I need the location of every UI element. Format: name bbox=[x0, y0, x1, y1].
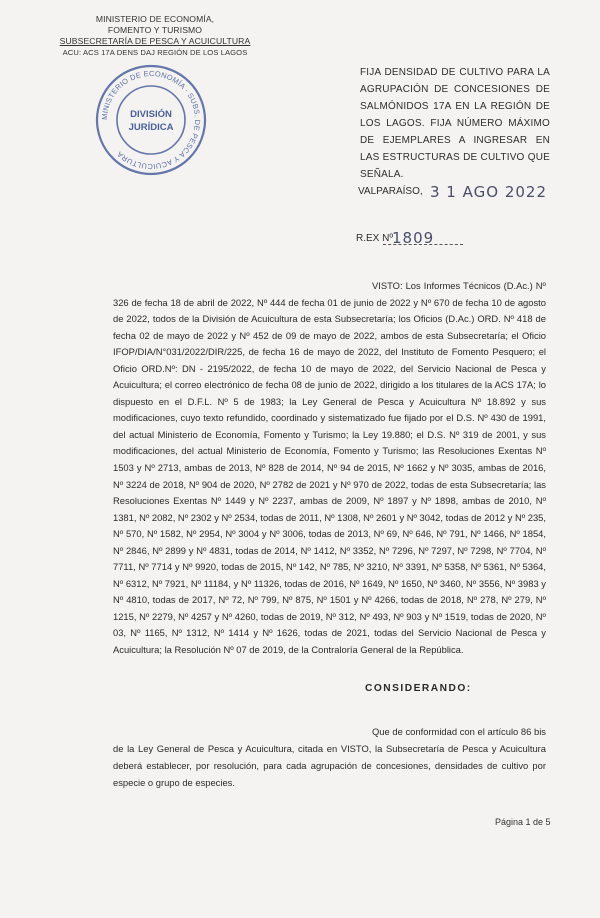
place-label: VALPARAÍSO, bbox=[358, 186, 423, 197]
considerando-paragraph: Que de conformidad con el artículo 86 bis de la Ley General de Pesca y Acuicultura, citada en VISTO, la Subsecretaría de Pesca y Acuicultura deberá establecer, por resolución, para cada agrupación de concesiones, densidades de cultivo por especie o grupo de especies. bbox=[113, 726, 546, 788]
reference-code: ACU: ACS 17A DENS DAJ REGIÓN DE LOS LAGOS bbox=[62, 48, 248, 57]
rex-number: 1809 bbox=[392, 229, 435, 247]
rex-label: R.EX Nº bbox=[356, 233, 393, 244]
page-number: Página 1 de 5 bbox=[495, 817, 551, 827]
stamp-center-line-1: DIVISIÓN bbox=[130, 109, 172, 120]
stamp-center-line-2: JURÍDICA bbox=[128, 122, 174, 133]
resolution-title: FIJA DENSIDAD DE CULTIVO PARA LA AGRUPACIÓN DE CONCESIONES DE SALMÓNIDOS 17A EN LA REGIÓN DE LOS LAGOS. FIJA NÚMERO MÁXIMO DE EJEMPLARES A INGRESAR EN LAS ESTRUCTURAS DE CULTIVO QUE SEÑALA. bbox=[360, 67, 550, 180]
svg-text:MINISTERIO DE ECONOMÍA · SUBS. bbox=[100, 69, 202, 171]
letterhead bbox=[40, 14, 270, 58]
visto-paragraph: VISTO: Los Informes Técnicos (D.Ac.) Nº 326 de fecha 18 de abril de 2022, Nº 444 de fecha 01 de junio de 2022 y Nº 670 de fecha 10 de agosto de 2022, todos de la División de Acuicultura de esta Subsecretaría; los Oficios (D.Ac.) ORD. Nº 418 de fecha 02 de mayo de 2022 y Nº 452 de 09 de mayo de 2022, ambos de esta Subsecretaría; el Oficio IFOP/DIA/N°031/2022/DIR/225, de fecha 16 de mayo de 2022, del Instituto de Fomento Pesquero; el Oficio ORD.Nº: DN - 2195/2022, de fecha 10 de mayo de 2022, del Servicio Nacional de Pesca y Acuicultura; el correo electrónico de fecha 08 de junio de 2022, dirigido a los titulares de la ACS 17A; lo dispuesto en el D.F.L. Nº 5 de 1983; la Ley General de Pesca y Acuicultura Nº 18.892 y sus modificaciones, cuyo texto refundido, coordinado y sistematizado fue fijado por el D.S. Nº 430 de 1991, del actual Ministerio de Economía, Fomento y Turismo; la Ley 19.880; el D.S. Nº 319 de 2001, y sus modificaciones, del actual Ministerio de Economía, Fomento y Turismo; las Resoluciones Exentas Nº 1503 y Nº 2713, ambas de 2013, Nº 828 de 2014, Nº 94 de 2015, Nº 1662 y Nº 3035, ambas de 2016, Nº 3224 de 2018, Nº 904 de 2020, Nº 2782 de 2021 y Nº 970 de 2022, todas de esta Subsecretaría; las Resoluciones Exentas Nº 1449 y Nº 2237, ambas de 2009, Nº 1897 y Nº 1898, ambas de 2010, Nº 1381, Nº 2082, Nº 2302 y Nº 2534, todas de 2011, Nº 1308, Nº 2601 y Nº 3042, todas de 2012 y Nº 235, Nº 570, Nº 1582, Nº 2954, Nº 3004 y Nº 3006, todas de 2013, Nº 69, Nº 646, Nº 791, Nº 1466, Nº 1854, Nº 2846, Nº 2899 y Nº 4831, todas de 2014, Nº 1412, Nº 3352, Nº 7296, Nº 7297, Nº 7298, Nº 7704, Nº 7711, Nº 7714 y Nº 9920, todas de 2015, Nº 142, Nº 785, Nº 3210, Nº 3391, Nº 5358, Nº 5361, Nº 5364, Nº 6312, Nº 7921, Nº 11184, y Nº 11326, todas de 2016, Nº 1649, Nº 1650, Nº 3460, Nº 3556, Nº 3983 y Nº 4810, todas de 2017, Nº 72, Nº 799, Nº 875, Nº 1501 y Nº 4266, todas de 2018, Nº 278, Nº 279, Nº 1215, Nº 2279, Nº 4257 y Nº 4260, todas de 2019, Nº 312, Nº 493, Nº 903 y Nº 1519, todas de 2020, Nº 03, Nº 1165, Nº 1312, Nº 1414 y Nº 1626, todas de 2021, todas del Servicio Nacional de Pesca y Acuicultura; la Resolución Nº 07 de 2019, de la Contraloría General de la República. bbox=[113, 280, 546, 656]
ministry-line-2: FOMENTO Y TURISMO bbox=[107, 25, 203, 35]
subsecretaria: SUBSECRETARÍA DE PESCA Y ACUICULTURA bbox=[59, 36, 251, 46]
stamp-ring-text: MINISTERIO DE ECONOMÍA · SUBS. DE PESCA Y ACUICULTURA bbox=[99, 68, 203, 172]
ministry-line-1: MINISTERIO DE ECONOMÍA, bbox=[95, 14, 215, 24]
considerando-heading: CONSIDERANDO: bbox=[365, 683, 472, 694]
division-juridica-stamp bbox=[93, 62, 209, 178]
handwritten-date: 3 1 AGO 2022 bbox=[430, 183, 547, 201]
